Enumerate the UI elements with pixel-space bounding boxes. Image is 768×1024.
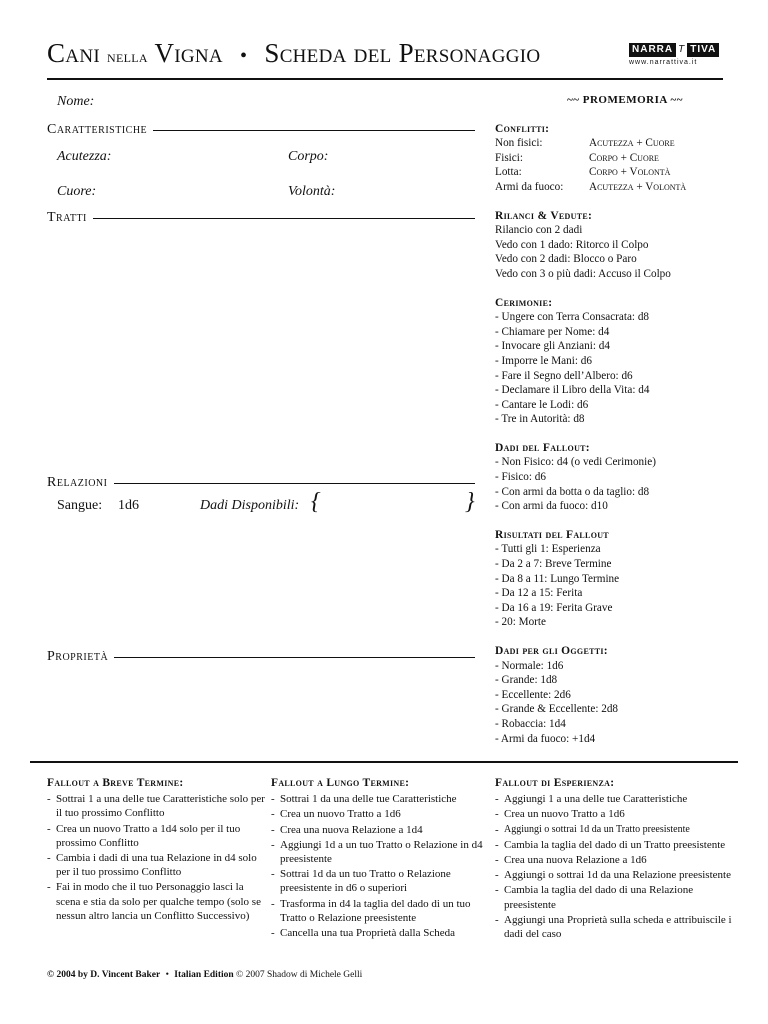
list-item: - Aggiungi 1 a una delle tue Caratteristiche <box>495 793 688 806</box>
list-item: - Fai in modo che il tuo Personaggio lasci la scena e stia da solo per qualche tempo (solo se nessun altro lancia un Conflitto Successivo) <box>47 881 261 922</box>
fallout-esperienza-block: Fallout di Esperienza: - Aggiungi 1 a una delle tue Caratteristiche - Crea un nuovo Tratto a 1d6 - Aggiungi o sottrai 1d da un Tratto preesistente - Cambia la taglia del dado di un Tratto preesistente - Crea una nuova Relazione a 1d6 - Aggiungi o sottrai 1d da una Relazione preesistente - Cambia la taglia del dado di una Relazione preesistente - Aggiungi una Proprietà sulla scheda e attribuiscile i dadi del caso <box>495 776 735 942</box>
list-item: - Armi da fuoco: +1d4 <box>495 732 596 745</box>
header-divider <box>47 78 723 80</box>
list-item: - Sottrai 1 a una delle tue Caratteristiche solo per il tuo prossimo Conflitto <box>47 793 265 820</box>
list-item: - Da 2 a 7: Breve Termine <box>495 558 612 571</box>
list-item: - Da 8 a 11: Lungo Termine <box>495 572 620 585</box>
promemoria-heading: ~~ PROMEMORIA ~~ <box>567 94 683 106</box>
list-item: - Declamare il Libro della Vita: d4 <box>495 384 650 397</box>
list-item: - Crea una nuova Relazione a 1d4 <box>271 823 423 836</box>
list-item: - Cambia la taglia del dado di un Tratto preesistente <box>495 838 726 851</box>
list-item: - Invocare gli Anziani: d4 <box>495 340 610 353</box>
list-item: - Cantare le Lodi: d6 <box>495 398 589 411</box>
oggetti-block: Dadi per gli Oggetti: - Normale: 1d6 - Grande: 1d8 - Eccellente: 2d6 - Grande & Eccellente: 2d8 - Robaccia: 1d4 - Armi da fuoco: +1d4 <box>495 644 735 746</box>
copyright-footer: © 2004 by D. Vincent Baker • Italian Edition © 2007 Shadow di Michele Gelli <box>47 970 363 980</box>
list-item: - Imporre le Mani: d6 <box>495 354 592 367</box>
page-title: Cani nella Vigna • Scheda del Personaggio <box>47 38 541 68</box>
list-item: - Aggiungi o sottrai 1d da una Relazione preesistente <box>495 869 731 882</box>
bottom-divider <box>30 761 738 763</box>
list-item: Vedo con 3 o più dadi: Accuso il Colpo <box>495 267 671 280</box>
list-item: - Crea un nuovo Tratto a 1d4 solo per il tuo prossimo Conflitto <box>47 822 241 849</box>
list-item: - Cambia i dadi di una tua Relazione in d4 solo per il tuo prossimo Conflitto <box>47 852 257 879</box>
sangue-value: 1d6 <box>118 498 139 513</box>
list-item: - Crea una nuova Relazione a 1d6 <box>495 854 647 867</box>
proprieta-area[interactable] <box>47 666 475 751</box>
cerimonie-block: Cerimonie: - Ungere con Terra Consacrata: d8 - Chiamare per Nome: d4 - Invocare gli Anziani: d4 - Imporre le Mani: d6 - Fare il Segno dell’Albero: d6 - Declamare il Libro della Vita: d4 - Cantare le Lodi: d6 - Tre in Autorità: d8 <box>495 296 735 427</box>
list-item: - Aggiungi una Proprietà sulla scheda e attribuiscile i dadi del caso <box>495 913 732 941</box>
fallout-breve-block: Fallout a Breve Termine: - Sottrai 1 a una delle tue Caratteristiche solo per il tuo prossimo Conflitto - Crea un nuovo Tratto a 1d4 solo per il tuo prossimo Conflitto - Cambia i dadi di una tua Relazione in d4 solo per il tuo prossimo Conflitto - Fai in modo che il tuo Personaggio lasci la scena e stia da solo per qualche tempo (solo se nessun altro lancia un Conflitto Successivo) <box>47 776 267 924</box>
list-item: - Grande: 1d8 <box>495 674 558 687</box>
dadi-disponibili-field[interactable] <box>330 494 460 520</box>
list-item: - Con armi da fuoco: d10 <box>495 500 608 513</box>
dadi-fallout-block: Dadi del Fallout: - Non Fisico: d4 (o vedi Cerimonie) - Fisico: d6 - Con armi da botta o da taglio: d8 - Con armi da fuoco: d10 <box>495 441 735 514</box>
cuore-field[interactable]: Cuore: <box>57 184 97 199</box>
dadi-disponibili-label: Dadi Disponibili: <box>200 498 300 513</box>
list-item: Armi da fuoco: Acutezza + Volontà <box>495 180 687 193</box>
list-item: - Normale: 1d6 <box>495 659 564 672</box>
list-item: - Sottrai 1d da un tuo Tratto o Relazione preesistente in d6 o superiori <box>271 868 451 895</box>
brace-close: } <box>465 489 475 515</box>
fallout-lungo-block: Fallout a Lungo Termine: - Sottrai 1 da una delle tue Caratteristiche - Crea un nuovo Tratto a 1d6 - Crea una nuova Relazione a 1d4 - Aggiungi 1d a un tuo Tratto o Relazione in d4 preesistente - Sottrai 1d da un tuo Tratto o Relazione preesistente in d6 o superiori - Trasforma in d4 la taglia del dado di un tuo Tratto o Relazione preesistente - Cancella una tua Proprietà dalla Scheda <box>271 776 489 941</box>
list-item: - Crea un nuovo Tratto a 1d6 <box>271 808 401 821</box>
corpo-field[interactable]: Corpo: <box>288 149 329 164</box>
rilanci-block: Rilanci & Vedute: Rilancio con 2 dadi Vedo con 1 dado: Ritorco il Colpo Vedo con 2 dadi: Blocco o Paro Vedo con 3 o più dadi: Accuso il Colpo <box>495 209 735 282</box>
list-item: Fisici: Corpo + Cuore <box>495 151 659 164</box>
list-item: Lotta: Corpo + Volontà <box>495 166 671 179</box>
list-item: - Da 16 a 19: Ferita Grave <box>495 601 613 614</box>
list-item: Rilancio con 2 dadi <box>495 224 583 237</box>
caratteristiche-heading: Caratteristiche <box>47 122 153 138</box>
list-item: - Chiamare per Nome: d4 <box>495 325 610 338</box>
list-item: - Grande & Eccellente: 2d8 <box>495 703 619 716</box>
publisher-logo: NARRA T TIVA www.narrattiva.it <box>629 43 723 66</box>
logo-url: www.narrattiva.it <box>629 59 698 66</box>
list-item: - Eccellente: 2d6 <box>495 688 571 701</box>
brace-open: { <box>311 489 321 515</box>
tratti-heading: Tratti <box>47 210 93 226</box>
volonta-field[interactable]: Volontà: <box>288 184 336 199</box>
nome-field[interactable]: Nome: <box>57 94 95 109</box>
list-item: - 20: Morte <box>495 616 546 629</box>
list-item: - Tutti gli 1: Esperienza <box>495 543 601 556</box>
list-item: - Cancella una tua Proprietà dalla Scheda <box>271 927 456 940</box>
tratti-area[interactable] <box>47 226 475 466</box>
list-item: - Fisico: d6 <box>495 471 546 484</box>
flourish-left-icon: ~~ <box>567 94 580 106</box>
list-item: - Cambia la taglia del dado di una Relazione preesistente <box>495 884 694 911</box>
promemoria-panel <box>495 93 735 760</box>
list-item: - Sottrai 1 da una delle tue Caratteristiche <box>271 793 457 806</box>
relazioni-heading: Relazioni <box>47 475 114 491</box>
list-item: Vedo con 1 dado: Ritorco il Colpo <box>495 238 649 251</box>
list-item: - Trasforma in d4 la taglia del dado di un tuo Tratto o Relazione preesistente <box>271 897 471 924</box>
list-item: - Non Fisico: d4 (o vedi Cerimonie) <box>495 456 656 469</box>
list-item: - Aggiungi 1d a un tuo Tratto o Relazione in d4 preesistente <box>271 838 483 866</box>
list-item: Non fisici: Acutezza + Cuore <box>495 137 675 150</box>
acutezza-field[interactable]: Acutezza: <box>57 149 112 164</box>
risultati-block: Risultati del Fallout - Tutti gli 1: Esperienza - Da 2 a 7: Breve Termine - Da 8 a 11: Lungo Termine - Da 12 a 15: Ferita - Da 16 a 19: Ferita Grave - 20: Morte <box>495 528 735 630</box>
list-item: - Aggiungi o sottrai 1d da un Tratto preesistente <box>495 823 690 836</box>
proprieta-heading: Proprietà <box>47 649 114 665</box>
list-item: - Crea un nuovo Tratto a 1d6 <box>495 808 625 821</box>
list-item: - Ungere con Terra Consacrata: d8 <box>495 311 650 324</box>
sangue-label: Sangue: <box>57 498 103 513</box>
conflitti-block: Conflitti: Non fisici: Acutezza + Cuore Fisici: Corpo + Cuore Lotta: Corpo + Volontà Armi da fuoco: Acutezza + Volontà <box>495 122 735 195</box>
flourish-right-icon: ~~ <box>670 94 683 106</box>
list-item: Vedo con 2 dadi: Blocco o Paro <box>495 253 637 266</box>
tratti-rule <box>47 218 475 219</box>
list-item: - Con armi da botta o da taglio: d8 <box>495 485 650 498</box>
list-item: - Tre in Autorità: d8 <box>495 413 585 426</box>
list-item: - Robaccia: 1d4 <box>495 717 566 730</box>
list-item: - Fare il Segno dell’Albero: d6 <box>495 369 633 382</box>
list-item: - Da 12 a 15: Ferita <box>495 587 583 600</box>
